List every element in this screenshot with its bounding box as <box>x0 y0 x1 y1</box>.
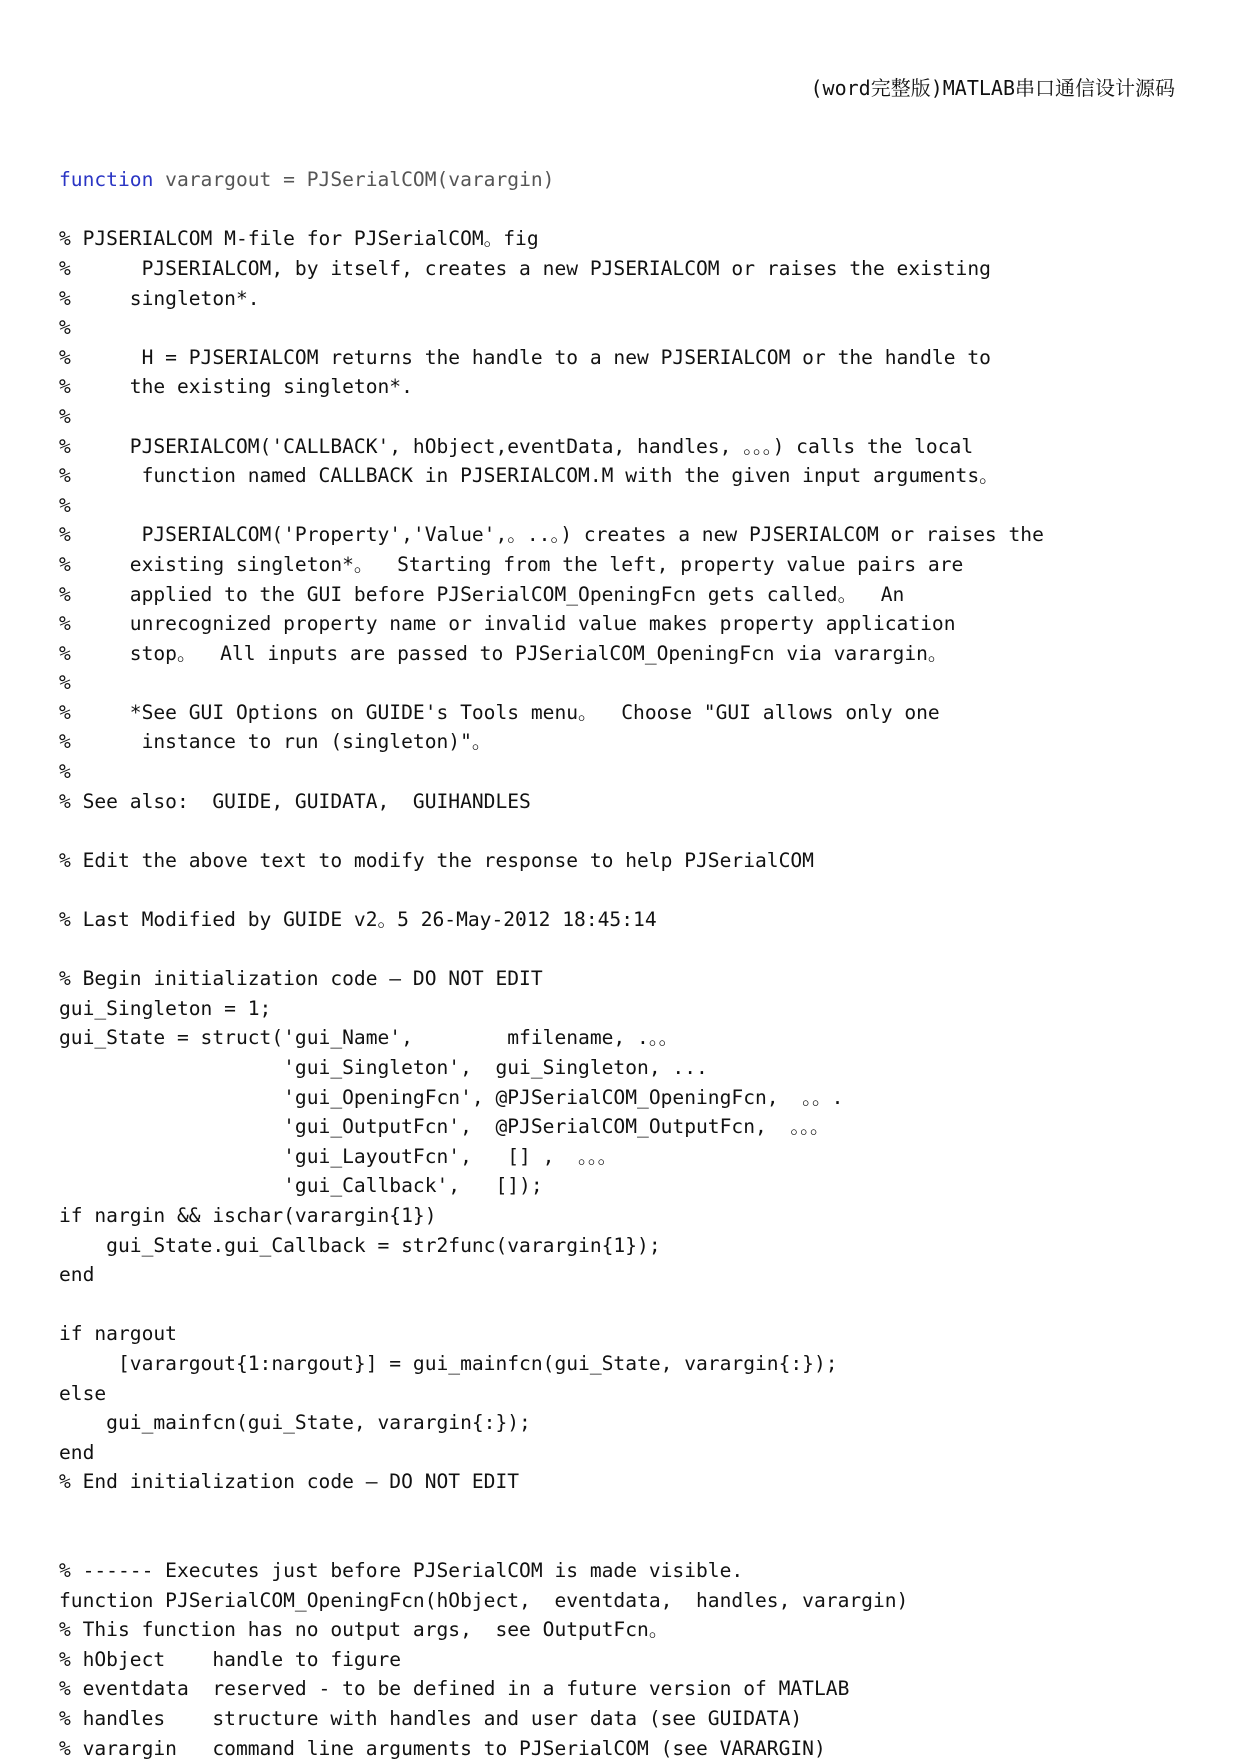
code-line <box>59 1527 1201 1557</box>
code-line: gui_mainfcn(gui_State, varargin{:}); <box>59 1411 531 1435</box>
code-line: else <box>59 1381 107 1405</box>
code-line: gui_State = struct('gui_Name', mfilename, .。。 <box>59 1026 679 1050</box>
code-line: % <box>59 493 71 517</box>
code-line <box>59 1290 1201 1320</box>
code-line: % existing singleton*。 Starting from the left, property value pairs are <box>59 552 964 576</box>
code-line: % instance to run (singleton)"。 <box>59 730 492 754</box>
code-line: % <box>59 760 71 784</box>
code-line: % varargin command line arguments to PJSerialCOM (see VARARGIN) <box>59 1736 826 1760</box>
code-line: % PJSERIALCOM, by itself, creates a new PJSERIALCOM or raises the existing <box>59 256 991 280</box>
code-line: % Edit the above text to modify the response to help PJSerialCOM <box>59 848 814 872</box>
code-line: % *See GUI Options on GUIDE's Tools menu。 Choose "GUI allows only one <box>59 700 940 724</box>
code-line: % unrecognized property name or invalid value makes property application <box>59 612 956 636</box>
code-line: % H = PJSERIALCOM returns the handle to a new PJSERIALCOM or the handle to <box>59 345 991 369</box>
code-line: % the existing singleton*. <box>59 375 413 399</box>
code-line: % Last Modified by GUIDE v2。5 26-May-2012 18:45:14 <box>59 908 657 932</box>
code-line: 'gui_Singleton', gui_Singleton, ... <box>59 1056 708 1079</box>
code-line: % ------ Executes just before PJSerialCOM is made visible. <box>59 1559 744 1583</box>
code-line: function PJSerialCOM_OpeningFcn(hObject, eventdata, handles, varargin) <box>59 1588 909 1612</box>
code-line: % function named CALLBACK in PJSERIALCOM.M with the given input arguments。 <box>59 464 999 488</box>
code-line: [varargout{1:nargout}] = gui_mainfcn(gui_State, varargin{:}); <box>59 1351 838 1375</box>
code-listing <box>59 106 1201 1763</box>
code-line: % See also: GUIDE, GUIDATA, GUIHANDLES <box>59 789 531 813</box>
code-line: if nargout <box>59 1322 177 1346</box>
code-line <box>59 816 1201 846</box>
code-line: % <box>59 316 71 340</box>
code-line <box>59 1497 1201 1527</box>
code-line: % End initialization code — DO NOT EDIT <box>59 1470 520 1494</box>
code-line: % PJSERIALCOM('CALLBACK', hObject,eventData, handles, 。。。) calls the local <box>59 434 974 458</box>
code-line: % <box>59 671 71 695</box>
code-line: % singleton*. <box>59 286 260 310</box>
code-line: 'gui_LayoutFcn', [] , 。。。 <box>59 1144 618 1168</box>
code-line: % PJSERIALCOM M-file for PJSerialCOM。fig <box>59 227 539 251</box>
code-line: % <box>59 404 71 428</box>
code-line: % applied to the GUI before PJSerialCOM_OpeningFcn gets called。 An <box>59 582 905 606</box>
code-line <box>59 935 1201 965</box>
code-line: 'gui_OpeningFcn', @PJSerialCOM_OpeningFcn, 。。. <box>59 1085 844 1109</box>
code-line: % PJSERIALCOM('Property','Value',。..。) creates a new PJSERIALCOM or raises the <box>59 523 1044 547</box>
code-line: 'gui_Callback', []); <box>59 1174 543 1198</box>
code-line: if nargin && ischar(varargin{1}) <box>59 1203 437 1227</box>
function-signature-line <box>59 165 1201 195</box>
code-line: % This function has no output args, see OutputFcn。 <box>59 1618 669 1642</box>
code-line: % stop。 All inputs are passed to PJSerialCOM_OpeningFcn via varargin。 <box>59 641 948 665</box>
code-line: end <box>59 1440 95 1464</box>
function-signature: varargout = PJSerialCOM(varargin) <box>153 168 555 192</box>
function-keyword: function <box>59 168 154 192</box>
code-line <box>59 875 1201 905</box>
code-line: gui_State.gui_Callback = str2func(varargin{1}); <box>59 1233 661 1257</box>
code-line: % hObject handle to figure <box>59 1647 402 1671</box>
code-line: % Begin initialization code — DO NOT EDIT <box>59 967 543 991</box>
code-line: end <box>59 1263 95 1287</box>
page-header-title: (word完整版)MATLAB串口通信设计源码 <box>810 76 1175 100</box>
code-line: 'gui_OutputFcn', @PJSerialCOM_OutputFcn, 。。。 <box>59 1115 830 1139</box>
code-line: % eventdata reserved - to be defined in a future version of MATLAB <box>59 1677 850 1701</box>
code-line: % handles structure with handles and user data (see GUIDATA) <box>59 1707 803 1731</box>
code-line: gui_Singleton = 1; <box>59 996 272 1020</box>
